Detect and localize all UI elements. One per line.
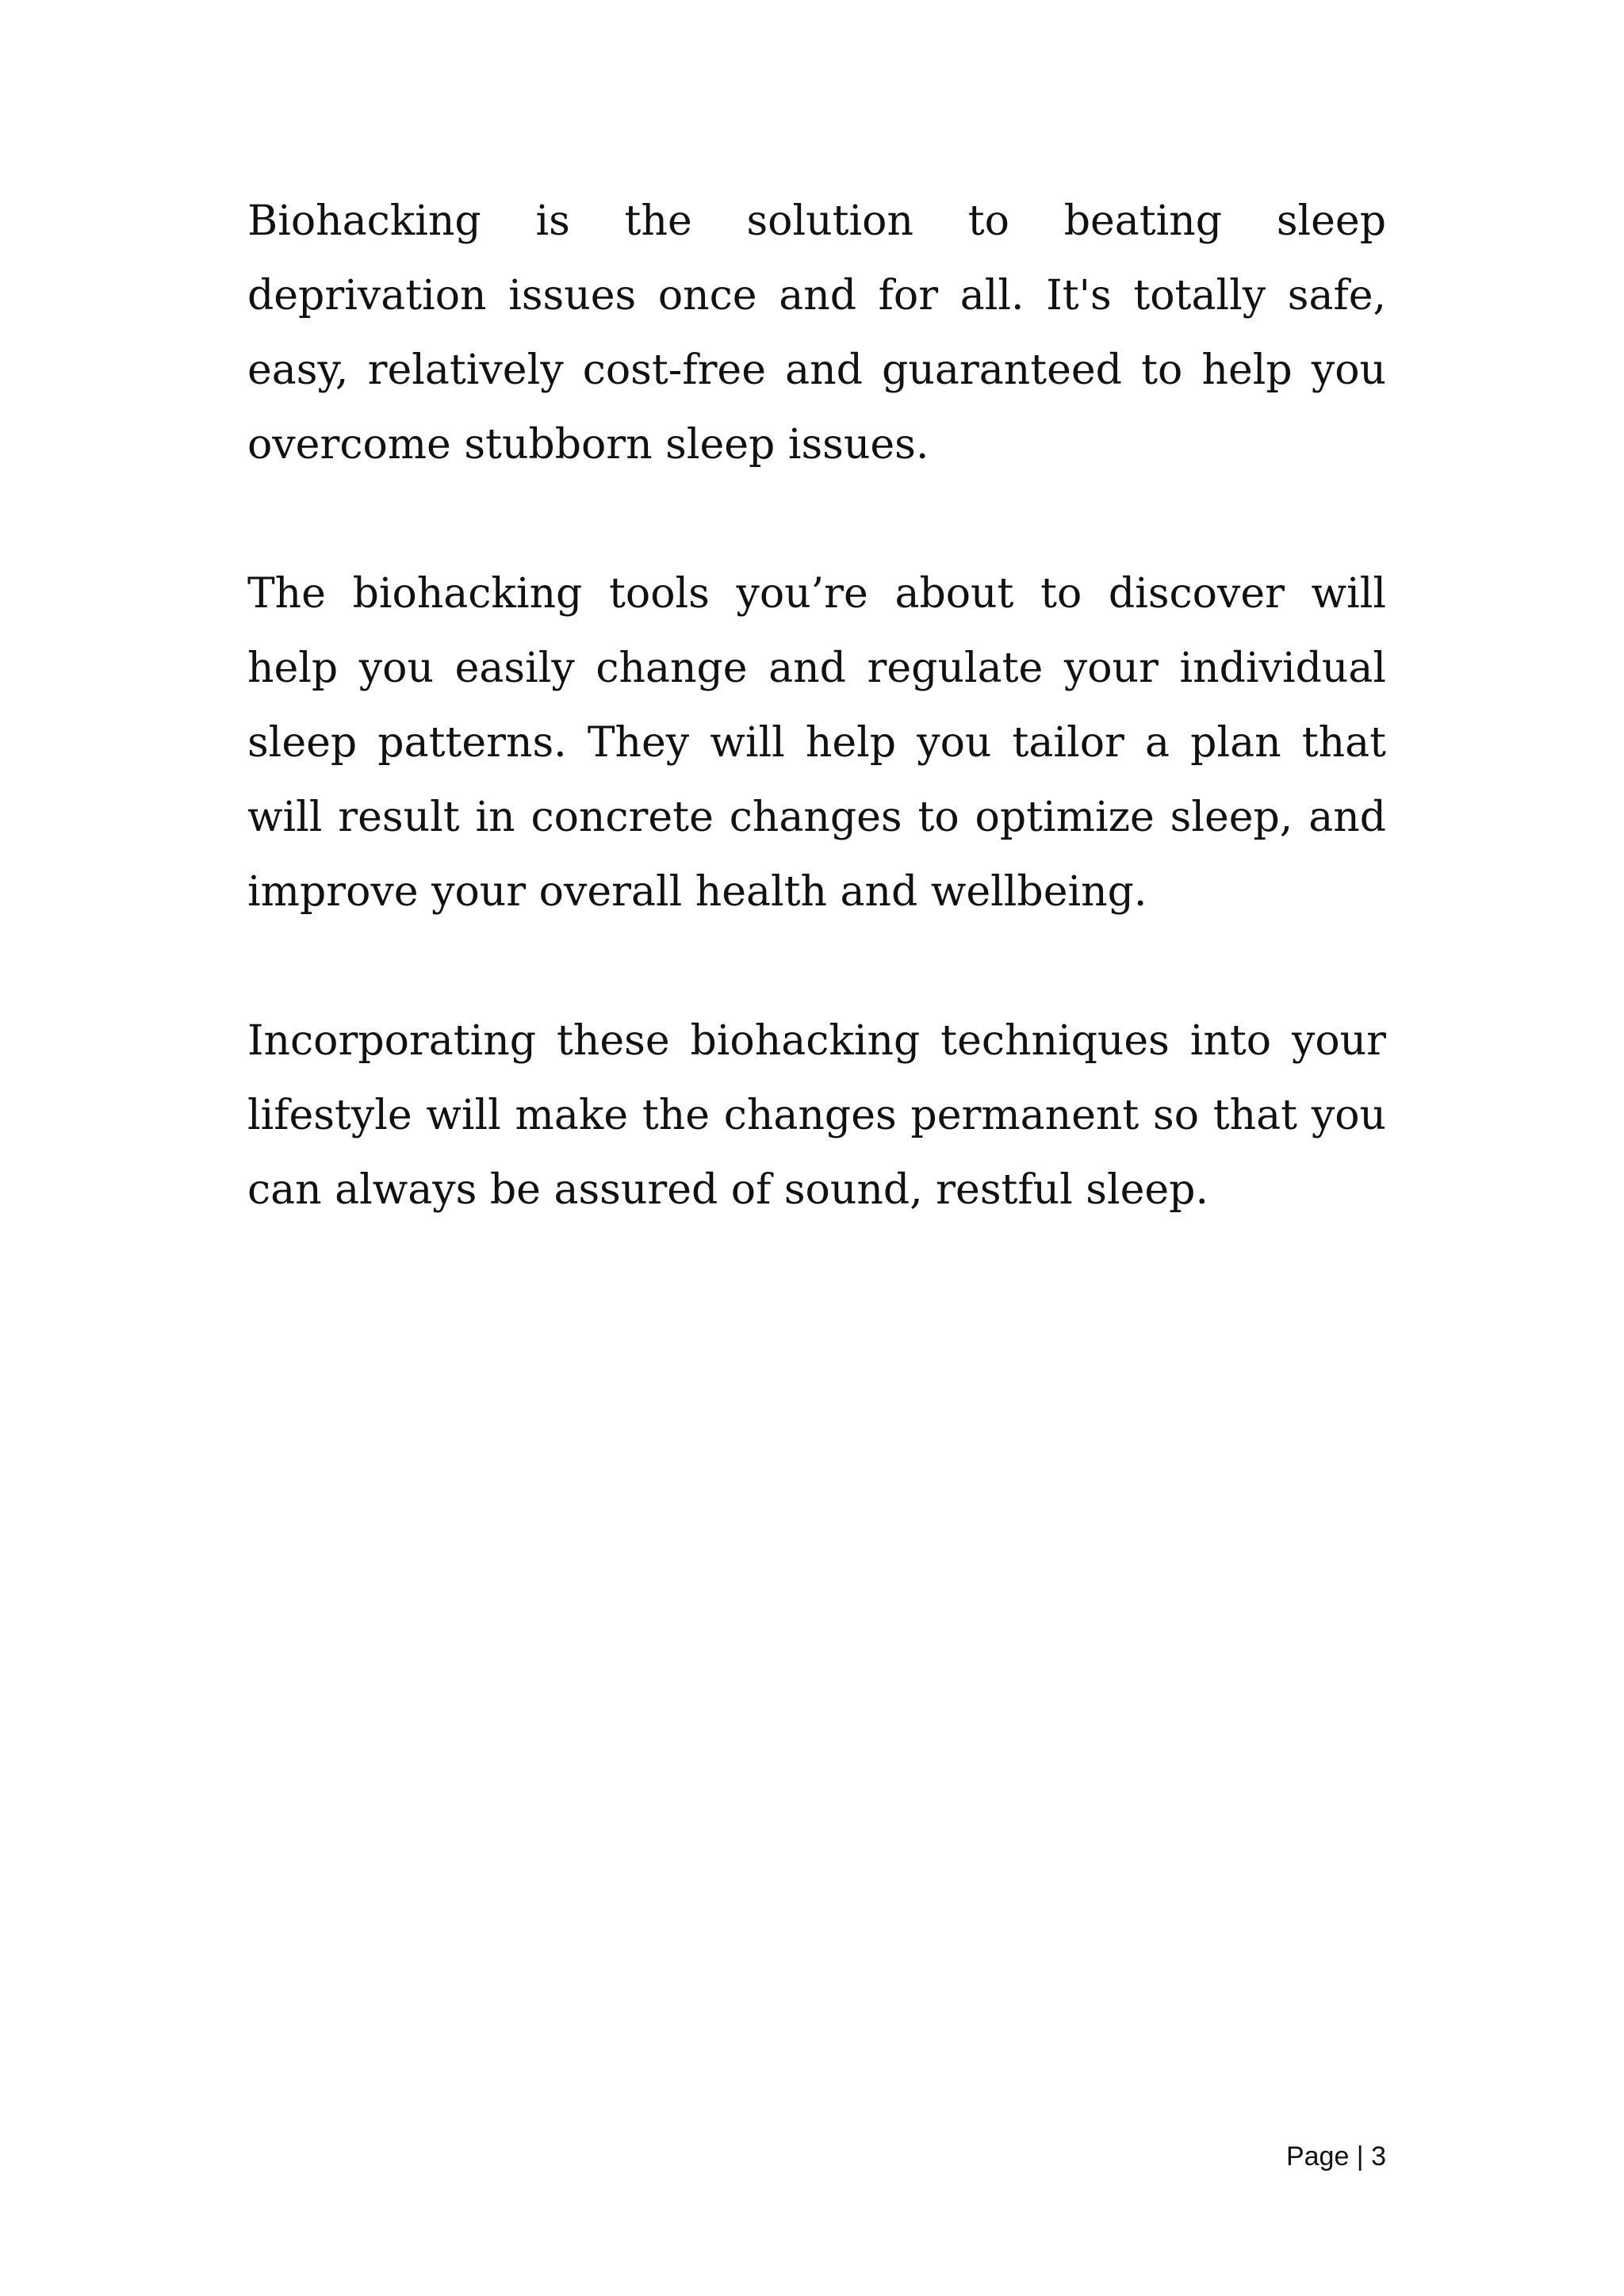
paragraph-1: Biohacking is the solution to beating sleep deprivation issues once and for all. It's totally safe, easy, relatively cost-free and guaranteed to help you overcome stubborn sleep issues. bbox=[247, 197, 1386, 469]
body-text bbox=[247, 184, 1386, 1302]
paragraph-2: The biohacking tools you’re about to discover will help you easily change and regulate your individual sleep patterns. They will help you tailor a plan that will result in concrete changes to optimize sleep, and improve your overall health and wellbeing. bbox=[247, 570, 1386, 916]
paragraph-3: Incorporating these biohacking techniques into your lifestyle will make the changes permanent so that you can always be assured of sound, restful sleep. bbox=[247, 1017, 1386, 1214]
page-number: Page | 3 bbox=[1285, 2141, 1386, 2172]
